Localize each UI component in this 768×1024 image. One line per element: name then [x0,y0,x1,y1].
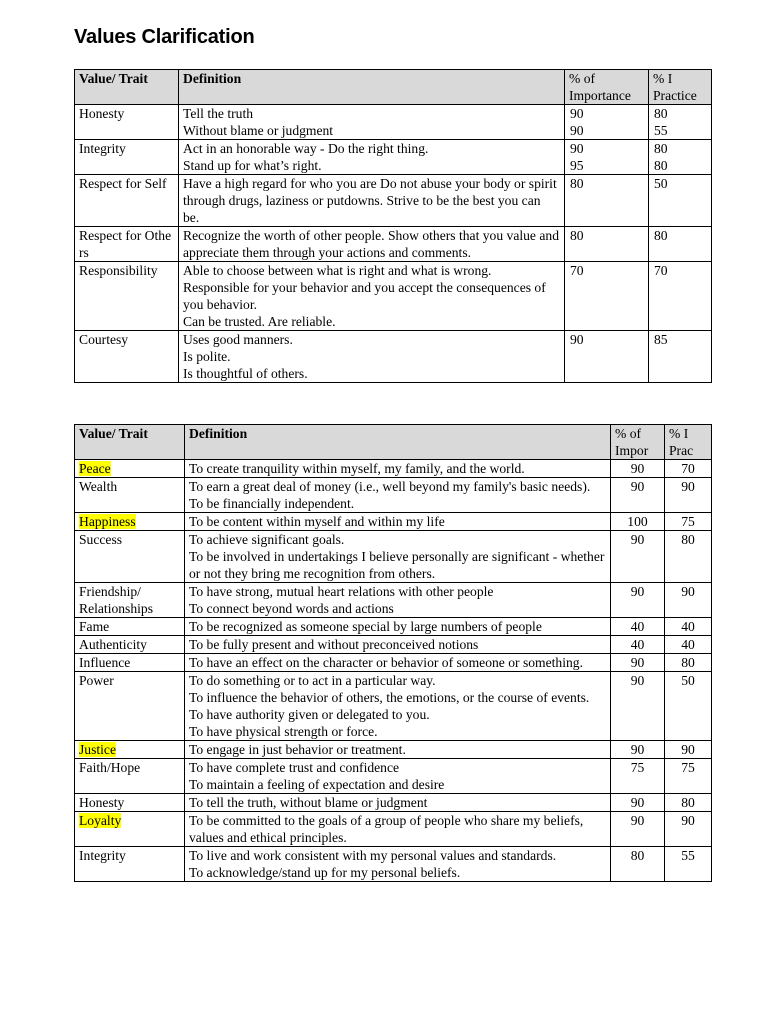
trait-cell [75,460,185,478]
definition-cell [179,175,565,227]
practice-cell [649,262,712,331]
definition-cell [185,531,611,583]
definition-cell [185,583,611,618]
definition-line: To be financially independent. [189,496,355,511]
definition-line: Is thoughtful of others. [183,366,308,381]
importance-value: 90 [570,123,584,138]
trait-label: Wealth [79,479,118,494]
definition-line: To engage in just behavior or treatment. [189,742,406,757]
header-importance: % of Impor [611,425,665,460]
practice-value: 80 [654,158,668,173]
definition-cell [179,140,565,175]
header-practice: % I Practice [649,70,712,105]
header-trait: Value/ Trait [75,70,179,105]
table-row [75,672,712,741]
trait-cell: Respect for Others [75,227,179,262]
table-row [75,460,712,478]
practice-cell: 75 [665,513,712,531]
definition-cell [185,812,611,847]
definition-cell [179,105,565,140]
definition-line: To be involved in undertakings I believe personally are significant - whether or not they bring me recognition from others. [189,549,605,581]
practice-value: 55 [654,123,668,138]
table-row [75,478,712,513]
definition-line: To be content within myself and within my life [189,514,445,529]
trait-cell [75,794,185,812]
table-row [75,794,712,812]
importance-cell: 90 [611,812,665,847]
trait-label: Success [79,532,123,547]
definition-line: To be recognized as someone special by large numbers of people [189,619,542,634]
importance-cell [565,105,649,140]
importance-cell: 100 [611,513,665,531]
definition-cell [185,478,611,513]
header-definition: Definition [185,425,611,460]
trait-cell: Courtesy [75,331,179,383]
trait-label: Influence [79,655,131,670]
trait-label: Faith/Hope [79,760,141,775]
importance-cell: 90 [611,794,665,812]
trait-label: Friendship/ Relationships [79,584,154,616]
table-row [75,812,712,847]
definition-line: To have an effect on the character or behavior of someone or something. [189,655,583,670]
importance-cell [565,262,649,331]
importance-cell: 40 [611,618,665,636]
practice-value: 80 [654,228,668,243]
definition-line: Tell the truth [183,106,254,121]
practice-value: 85 [654,332,668,347]
trait-cell [75,654,185,672]
practice-cell: 80 [665,531,712,583]
trait-cell [75,531,185,583]
practice-cell: 90 [665,478,712,513]
table-row [75,654,712,672]
table-header-row [75,425,712,460]
importance-value: 90 [570,141,584,156]
importance-cell: 90 [611,478,665,513]
importance-cell: 40 [611,636,665,654]
practice-cell [649,331,712,383]
header-trait: Value/ Trait [75,425,185,460]
table-row [75,847,712,882]
importance-cell: 80 [611,847,665,882]
trait-cell [75,583,185,618]
definition-line: To have physical strength or force. [189,724,378,739]
table-row [75,140,712,175]
importance-value: 90 [570,332,584,347]
table-row [75,262,712,331]
trait-cell [75,636,185,654]
trait-cell [75,812,185,847]
table-row [75,105,712,140]
practice-cell: 90 [665,741,712,759]
table-header-row [75,70,712,105]
importance-value: 90 [570,106,584,121]
definition-cell [185,460,611,478]
importance-cell: 90 [611,531,665,583]
definition-line: Uses good manners. [183,332,293,347]
definition-line: To connect beyond words and actions [189,601,394,616]
trait-label: Honesty [79,795,125,810]
importance-value: 70 [570,263,584,278]
trait-cell [75,741,185,759]
definition-line: Recognize the worth of other people. Show others that you value and appreciate them through your actions and comments. [183,228,559,260]
trait-label: Justice [79,742,116,757]
definition-cell [185,672,611,741]
trait-cell [75,759,185,794]
practice-cell: 80 [665,794,712,812]
practice-cell: 80 [665,654,712,672]
practice-cell [649,140,712,175]
definition-cell [185,794,611,812]
definition-line: Act in an honorable way - Do the right thing. [183,141,429,156]
definition-line: To have complete trust and confidence [189,760,400,775]
definition-line: To create tranquility within myself, my family, and the world. [189,461,525,476]
importance-cell: 90 [611,460,665,478]
trait-cell: Respect for Self [75,175,179,227]
trait-label: Peace [79,461,111,476]
trait-cell [75,672,185,741]
practice-cell [649,105,712,140]
trait-label: Authenticity [79,637,147,652]
practice-cell: 40 [665,636,712,654]
practice-cell: 90 [665,812,712,847]
definition-cell [179,262,565,331]
importance-cell: 90 [611,741,665,759]
importance-value: 95 [570,158,584,173]
header-definition: Definition [179,70,565,105]
trait-label: Integrity [79,848,126,863]
definition-line: Responsible for your behavior and you accept the consequences of you behavior. [183,280,546,312]
importance-cell: 75 [611,759,665,794]
practice-cell [649,227,712,262]
trait-label: Fame [79,619,110,634]
practice-cell: 40 [665,618,712,636]
definition-line: To influence the behavior of others, the emotions, or the course of events. [189,690,590,705]
table-row [75,618,712,636]
header-practice: % I Prac [665,425,712,460]
trait-cell [75,847,185,882]
definition-line: To maintain a feeling of expectation and desire [189,777,445,792]
trait-cell [75,478,185,513]
definition-cell [179,331,565,383]
practice-cell: 55 [665,847,712,882]
definition-line: To have strong, mutual heart relations with other people [189,584,494,599]
definition-line: Able to choose between what is right and what is wrong. [183,263,492,278]
importance-value: 80 [570,176,584,191]
definition-line: To achieve significant goals. [189,532,345,547]
definition-cell [185,618,611,636]
definition-line: To have authority given or delegated to you. [189,707,430,722]
page-title: Values Clarification [74,26,255,48]
trait-label: Happiness [79,514,136,529]
importance-cell: 90 [611,583,665,618]
definition-line: To be fully present and without preconceived notions [189,637,479,652]
importance-cell [565,175,649,227]
trait-cell: Honesty [75,105,179,140]
trait-label: Loyalty [79,813,122,828]
practice-value: 80 [654,106,668,121]
importance-value: 80 [570,228,584,243]
importance-cell [565,331,649,383]
definition-line: To be committed to the goals of a group of people who share my beliefs, values and ethical principles. [189,813,584,845]
values-table-2 [74,424,712,882]
definition-line: Can be trusted. Are reliable. [183,314,336,329]
table-row [75,331,712,383]
definition-cell [185,847,611,882]
trait-cell [75,513,185,531]
trait-cell: Integrity [75,140,179,175]
practice-cell: 90 [665,583,712,618]
definition-line: To earn a great deal of money (i.e., well beyond my family's basic needs). [189,479,591,494]
practice-value: 50 [654,176,668,191]
definition-line: To acknowledge/stand up for my personal beliefs. [189,865,461,880]
importance-cell: 90 [611,672,665,741]
definition-line: Have a high regard for who you are Do not abuse your body or spirit through drugs, laziness or putdowns. Strive to be the best you can be. [183,176,557,225]
header-importance: % of Importance [565,70,649,105]
table-row [75,531,712,583]
practice-cell: 75 [665,759,712,794]
importance-cell [565,140,649,175]
definition-line: Without blame or judgment [183,123,334,138]
definition-line: To tell the truth, without blame or judgment [189,795,428,810]
definition-cell [185,741,611,759]
trait-cell [75,618,185,636]
definition-cell [179,227,565,262]
practice-cell [649,175,712,227]
definition-cell [185,654,611,672]
table-row [75,741,712,759]
table-row [75,227,712,262]
practice-cell: 50 [665,672,712,741]
importance-cell [565,227,649,262]
table-row [75,636,712,654]
definition-cell [185,513,611,531]
values-table-1 [74,69,712,383]
table-row [75,583,712,618]
definition-line: To do something or to act in a particular way. [189,673,436,688]
table-row [75,175,712,227]
trait-label: Power [79,673,114,688]
definition-cell [185,759,611,794]
definition-line: Is polite. [183,349,231,364]
table-row [75,513,712,531]
definition-line: Stand up for what’s right. [183,158,322,173]
practice-value: 80 [654,141,668,156]
practice-cell: 70 [665,460,712,478]
trait-cell: Responsibility [75,262,179,331]
table-row [75,759,712,794]
definition-line: To live and work consistent with my personal values and standards. [189,848,557,863]
definition-cell [185,636,611,654]
practice-value: 70 [654,263,668,278]
importance-cell: 90 [611,654,665,672]
